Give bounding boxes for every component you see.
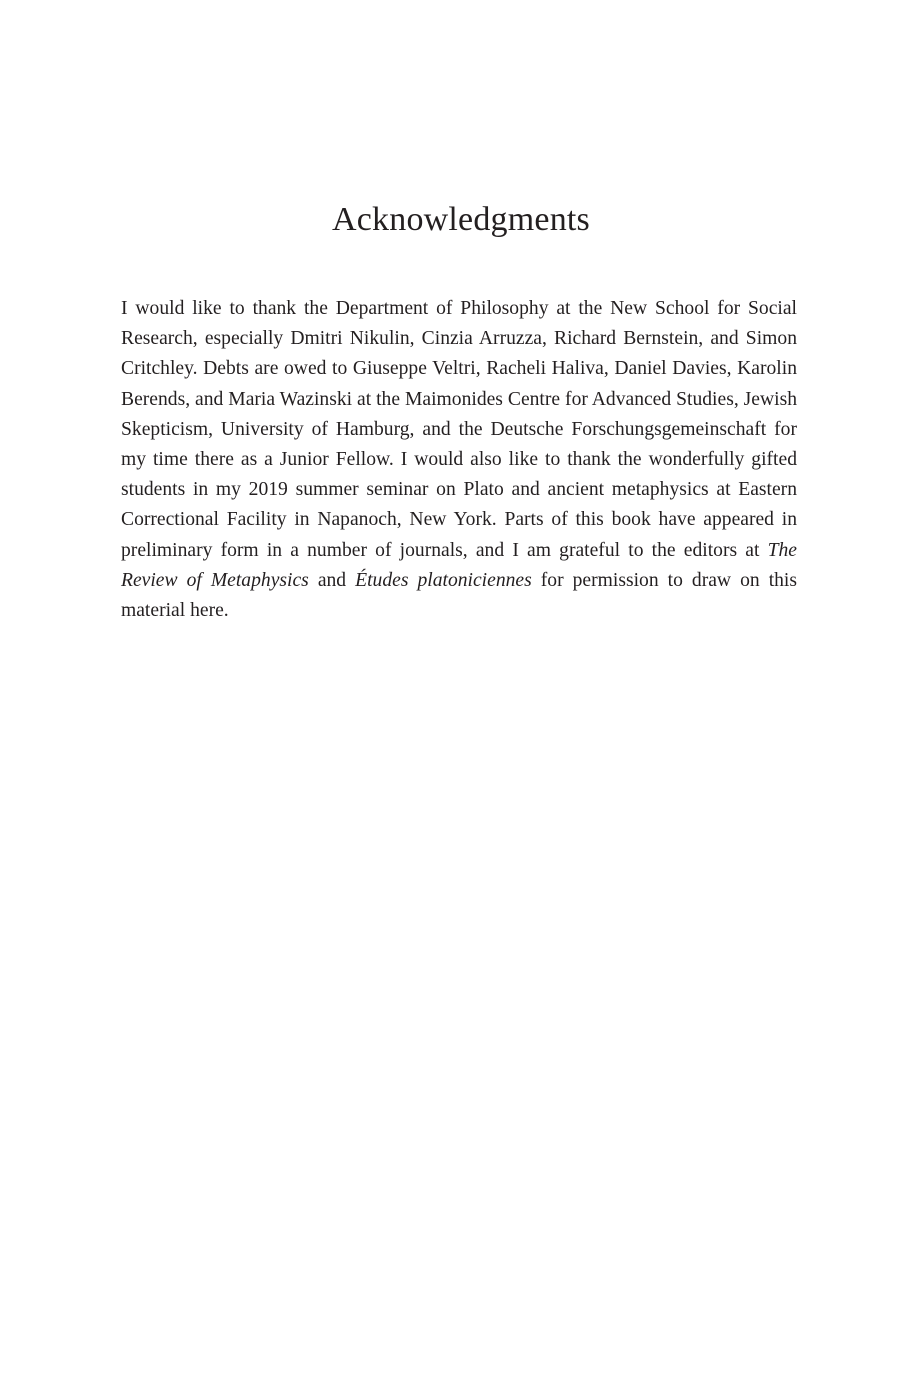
- paragraph-text-part1: I would like to thank the Department of Philosophy at the New School for Social Research, especially Dmitri Nikulin, Cinzia Arruzza, Richard Bernstein, and Simon Critchley. Debts are owed to Giuseppe Veltri, Racheli Haliva, Daniel Davies, Karolin Berends, and Maria Wazinski at the Maimonides Centre for Advanced Studies, Jewish Skepticism, University of Hamburg, and the Deutsche Forschungsgemeinschaft for my time there as a Junior Fellow. I would also like to thank the wonderfully gifted students in my 2019 summer seminar on Plato and ancient metaphysics at Eastern Correctional Facility in Napanoch, New York. Parts of this book have appeared in preliminary form in a number of journals, and I am grateful to the editors at: [121, 298, 797, 561]
- paragraph-text-part3: for permission to draw on this material here.: [121, 569, 797, 622]
- journal-title-review-of-metaphysics: The Review of Metaphysics: [121, 539, 797, 591]
- acknowledgments-paragraph: [121, 294, 797, 626]
- paragraph-text-part2: and: [308, 569, 356, 591]
- journal-title-etudes-platoniciennes: Études platoniciennes: [355, 569, 532, 591]
- page-title: Acknowledgments: [332, 201, 590, 238]
